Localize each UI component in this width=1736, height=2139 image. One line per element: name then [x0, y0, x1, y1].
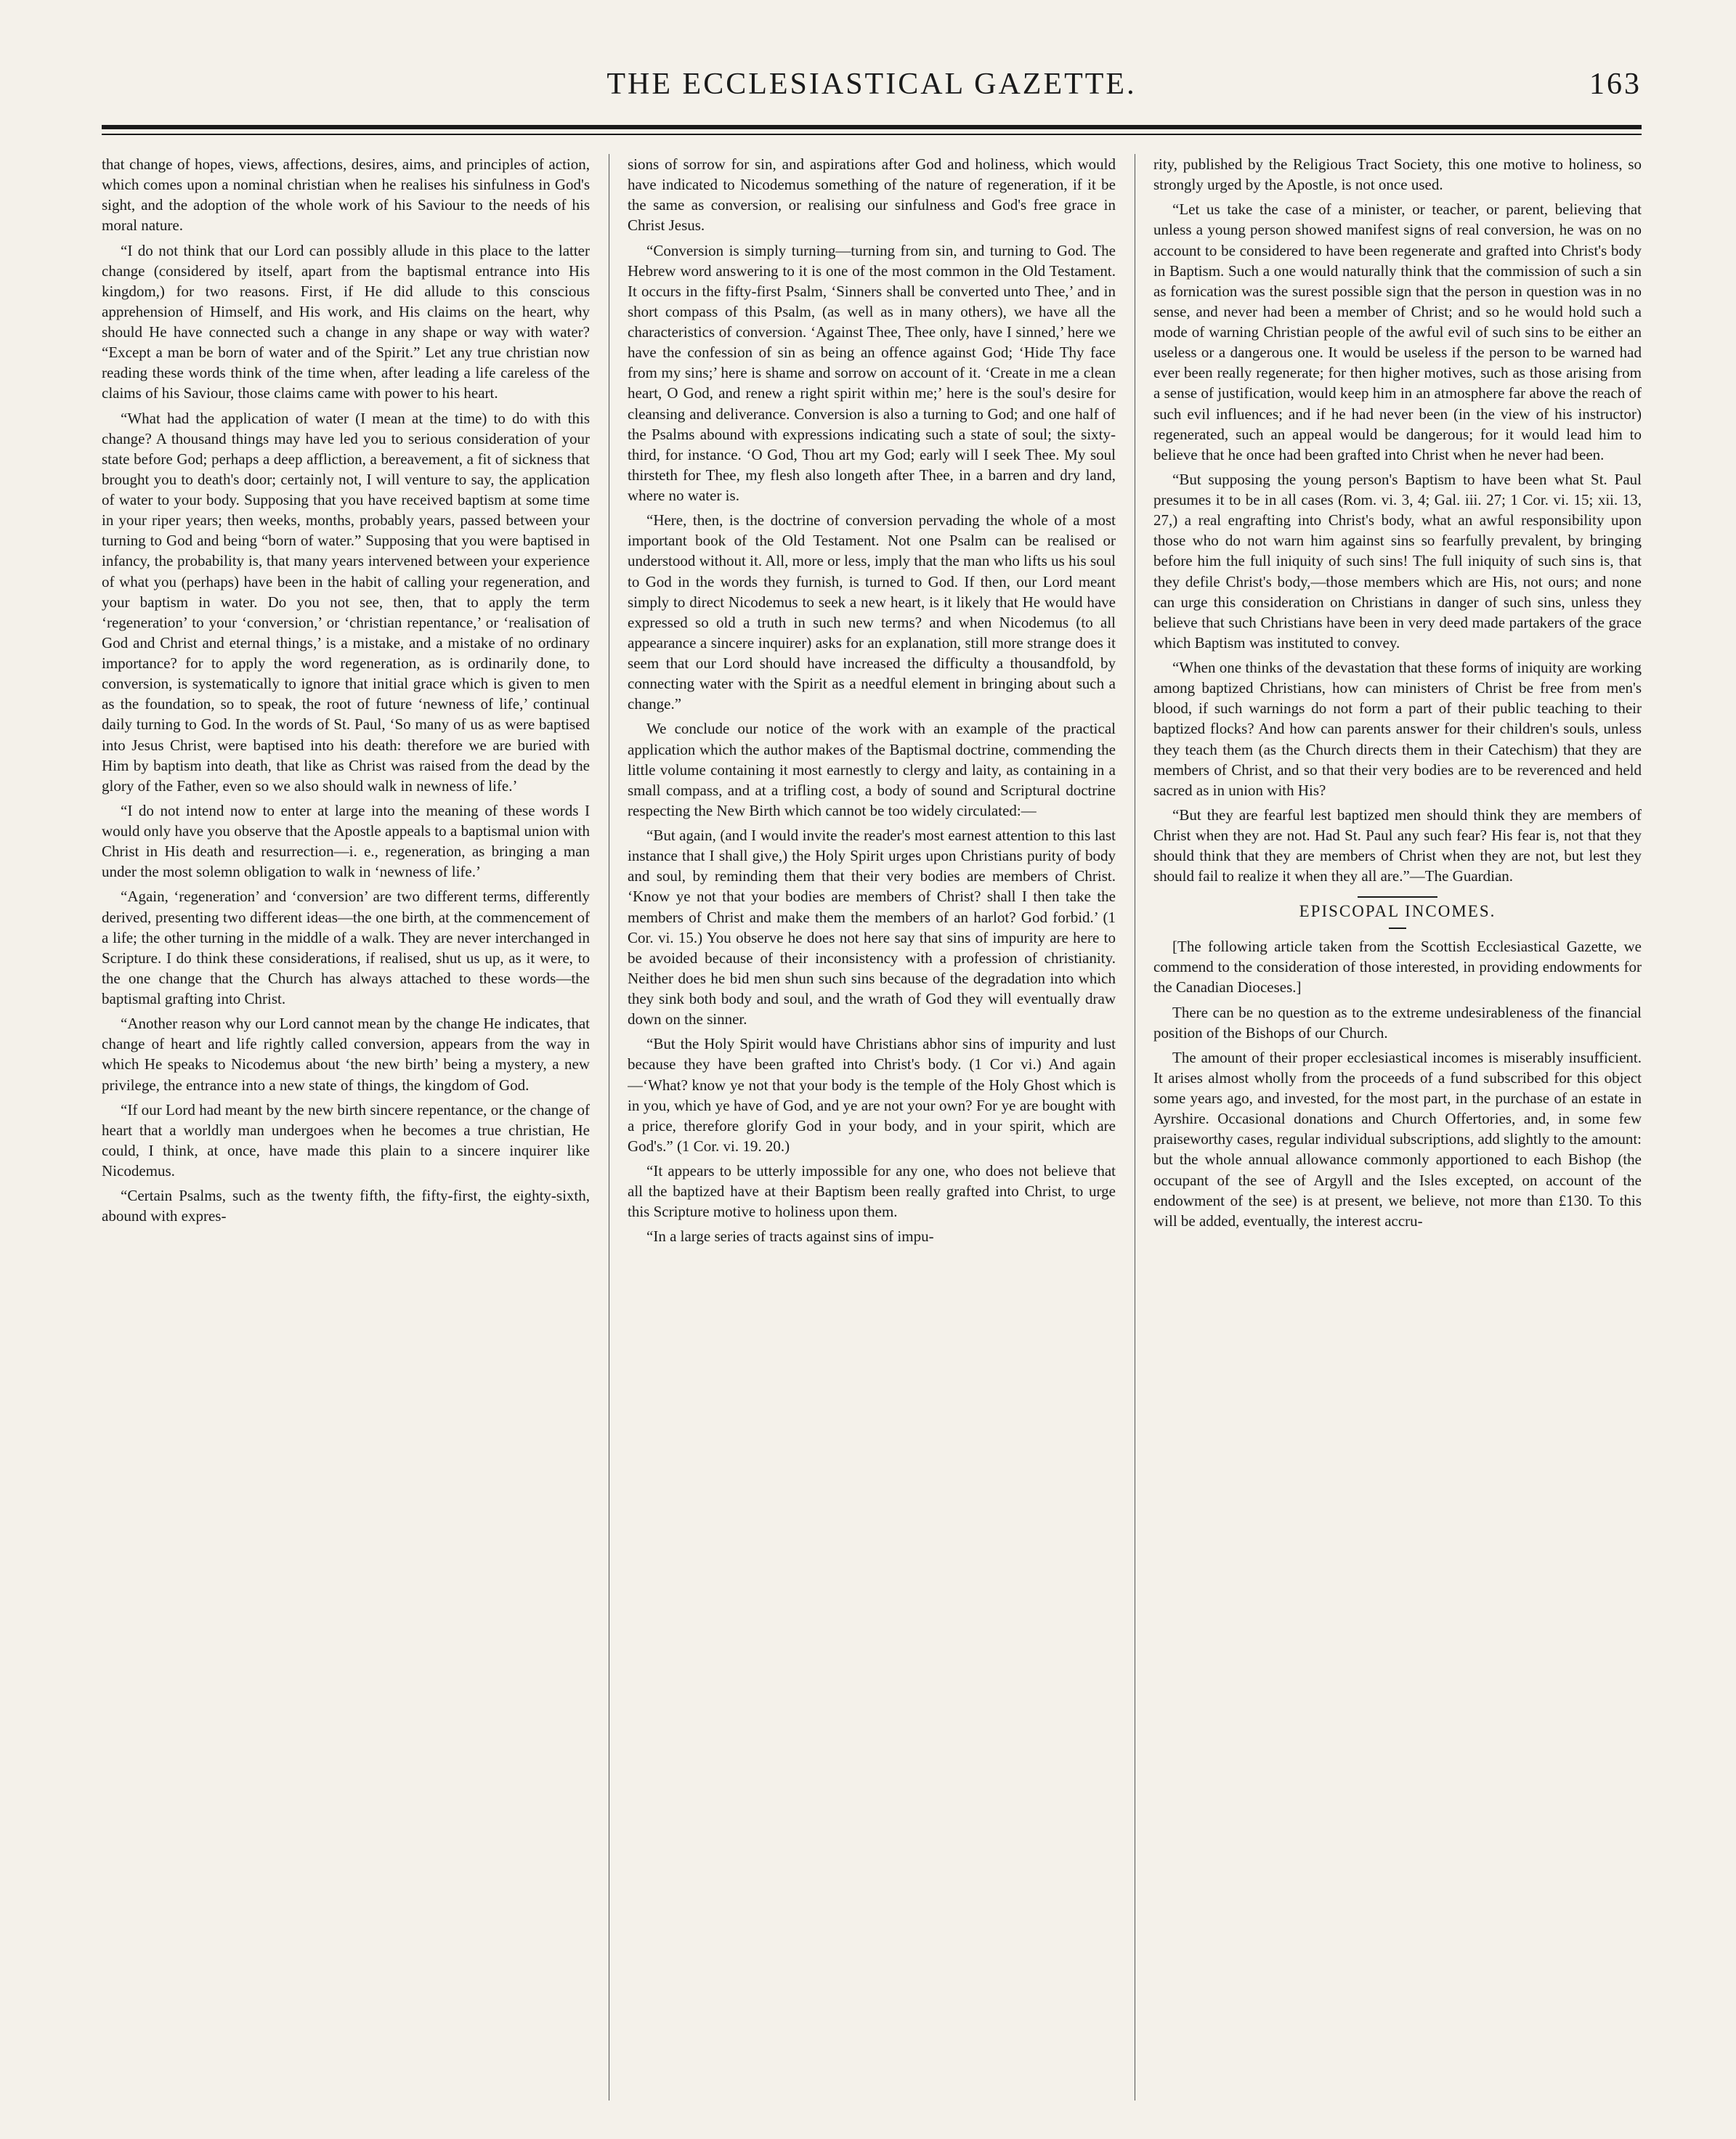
paragraph: There can be no question as to the extreme undesirableness of the financial position of the Bishops of our Church. — [1153, 1003, 1642, 1042]
page-number: 163 — [1589, 68, 1642, 101]
paragraph: “But again, (and I would invite the reader's most earnest attention to this last instance that I shall give,) the Holy Spirit urges upon Christians purity of body and soul, by reminding them that their very bodies are members of Christ. ‘Know ye not that your bodies are members of Christ? shall I then take the members of Christ and make them the members of an harlot? God forbid.’ (1 Cor. vi. 15.) You observe he does not here say that sins of impurity are here to be avoided because of their inconsistency with a profession of christianity. Neither does he bid men shun such sins because of the degradation into which they sink both body and soul, and the wrath of God they will eventually draw down on the sinner. — [628, 827, 1116, 1028]
paragraph: “I do not intend now to enter at large into the meaning of these words I would only have you observe that the Apostle appeals to a baptismal union with Christ in His death and resurrection—i. e., regeneration, as bringing a man under the most solemn obligation to walk in ‘newness of life.’ — [102, 801, 590, 881]
section-title: EPISCOPAL INCOMES. — [1299, 902, 1496, 921]
section-rule — [1358, 896, 1437, 898]
header-rule-thin — [102, 134, 1642, 135]
column-1 — [102, 154, 590, 2101]
paragraph: “If our Lord had meant by the new birth sincere repentance, or the change of heart that a worldly man undergoes when he becomes a true christian, He could, I think, at once, have made this plain to a sincere inquirer like Nicodemus. — [102, 1100, 590, 1180]
section-dash — [1389, 928, 1406, 929]
paragraph: that change of hopes, views, affections, desires, aims, and principles of action, which comes upon a nominal christian when he realises his sinfulness in God's sight, and the adoption of the whole work of his Saviour to the needs of his moral nature. — [102, 155, 590, 235]
newspaper-page — [102, 67, 1642, 2101]
header-rule-thick — [102, 125, 1642, 129]
paragraph: “But they are fearful lest baptized men should think they are members of Christ when they are not. Had St. Paul any such fear? His fear is, not that they should think that they are members of Christ when they are not, but lest they should fail to realize it when they all are.”—The Guardian. — [1153, 805, 1642, 885]
paragraph: “Let us take the case of a minister, or teacher, or parent, believing that unless a young person showed manifest signs of real conversion, he was on no account to be considered to have been regenerate and grafted into Christ's body in Baptism. Such a one would naturally think that the commission of such a sin as fornication was the surest possible sign that the person in question was in no sense, and never had been a member of Christ; and so he would hold such a mode of warning Christian people of the awful evil of such sins to be either an useless or a dangerous one. It would be useless if the person to be warned had ever been really regenerate; for then higher motives, such as those arising from a sense of justification, would keep him in an atmosphere far above the reach of such evil influences; and if he had never been (in the view of his instructor) regenerated, such an appeal would be dangerous; for it would lead him to believe that he once had been grafted into Christ when he never had been. — [1153, 200, 1642, 463]
paragraph: “But the Holy Spirit would have Christians abhor sins of impurity and lust because they have been grafted into Christ's body. (1 Cor vi.) And again—‘What? know ye not that your body is the temple of the Holy Ghost which is in you, which ye have of God, and ye are not your own? For ye are bought with a price, therefore glorify God in your body, and in your spirit, which are God's.” (1 Cor. vi. 19. 20.) — [628, 1035, 1116, 1155]
column-2 — [628, 154, 1116, 2101]
paragraph: “Certain Psalms, such as the twenty fifth, the fifty-first, the eighty-sixth, abound with expres- — [102, 1187, 590, 1225]
paragraph: “I do not think that our Lord can possibly allude in this place to the latter change (considered by itself, apart from the baptismal entrance into His kingdom,) for two reasons. First, if He did allude to this conscious apprehension of Himself, and His work, and His claims on the heart, why should He have connected such a change in any shape or way with water? “Except a man be born of water and of the Spirit.” Let any true christian now reading these words think of the time when, after leading a life careless of the claims of his Saviour, those claims came with power to his heart. — [102, 241, 590, 402]
paragraph: “Again, ‘regeneration’ and ‘conversion’ are two different terms, differently derived, presenting two different ideas—the one birth, at the commencement of a life; the other turning in the middle of a walk. They are never interchanged in Scripture. I do think these considerations, if realised, shut us up, as it were, to the one change that the Church has always attached to these words—the baptismal grafting into Christ. — [102, 888, 590, 1007]
paragraph: [The following article taken from the Scottish Ecclesiastical Gazette, we commend to the consideration of those interested, in providing endowments for the Canadian Dioceses.] — [1153, 938, 1642, 997]
running-head — [102, 67, 1642, 110]
paragraph: The amount of their proper ecclesiastical incomes is miserably insufficient. It arises almost wholly from the proceeds of a fund subscribed for this object some years ago, and invested, for the most part, in the purchase of an estate in Ayrshire. Occasional donations and Church Offertories, and, in some few praiseworthy cases, regular individual subscriptions, add slightly to the amount: but the whole annual allowance commonly apportioned to each Bishop (the occupant of the see of Argyll and the Isles excepted, on account of the endowment of the see) is at present, we believe, not more than £130. To this will be added, eventually, the interest accru- — [1153, 1048, 1642, 1230]
column-3 — [1153, 154, 1642, 2101]
paragraph: “But supposing the young person's Baptism to have been what St. Paul presumes it to be in all cases (Rom. vi. 3, 4; Gal. iii. 27; 1 Cor. vi. 15; xii. 13, 27,) a real engrafting into Christ's body, what an awful responsibility upon those who do not warn him against sins so fearfully prevalent, by bringing before him the full iniquity of such sins! The full iniquity of such sins is, that they defile Christ's body,—those members which are His, not ours; and none can urge this consideration on Christians in danger of such sins, unless they believe that such Christians have been in very deed made partakers of the grace which Baptism was instituted to convey. — [1153, 470, 1642, 652]
paragraph: “It appears to be utterly impossible for any one, who does not believe that all the baptized have at their Baptism been really grafted into Christ, to urge this Scripture motive to holiness upon them. — [628, 1162, 1116, 1221]
paragraph: “In a large series of tracts against sins of impu- — [646, 1227, 934, 1246]
paragraph: “Conversion is simply turning—turning from sin, and turning to God. The Hebrew word answering to it is one of the most common in the Old Testament. It occurs in the fifty-first Psalm, ‘Sinners shall be converted unto Thee,’ and in short compass of this Psalm, (as well as in many others), we have all the characteristics of conversion. ‘Against Thee, Thee only, have I sinned,’ here we have the confession of sin as being an offence against God; ‘Hide Thy face from my sins;’ here is shame and sorrow on account of it. ‘Create in me a clean heart, O God, and renew a right spirit within me;’ here is the soul's desire for cleansing and deliverance. Conversion is also a turning to God; and one half of the Psalms abound with expressions indicating such a state of soul; the sixty-third, for instance. ‘O God, Thou art my God; early will I seek Thee. My soul thirsteth for Thee, my flesh also longeth after Thee, in a barren and dry land, where no water is. — [628, 241, 1116, 504]
publication-title: THE ECCLESIASTICAL GAZETTE. — [607, 68, 1137, 101]
paragraph: rity, published by the Religious Tract Society, this one motive to holiness, so strongly urged by the Apostle, is not once used. — [1153, 155, 1642, 194]
paragraph: “Another reason why our Lord cannot mean by the change He indicates, that change of heart and life rightly called conversion, appears from the way in which He speaks to Nicodemus about ‘the new birth’ being a mystery, a new privilege, the entrance into a new state of things, the kingdom of God. — [102, 1015, 590, 1094]
paragraph: We conclude our notice of the work with an example of the practical application which the author makes of the Baptismal doctrine, commending the little volume containing it most earnestly to clergy and laity, as containing in a small compass, and at a trifling cost, a body of sound and Scriptural doctrine respecting the New Birth which cannot be too widely circulated:— — [628, 720, 1116, 819]
paragraph: “Here, then, is the doctrine of conversion pervading the whole of a most important book of the Old Testament. Not one Psalm can be realised or understood without it. All, more or less, imply that the man who lifts us his soul to God in the words they furnish, is turned to God. If then, our Lord meant simply to direct Nicodemus to seek a new heart, is it likely that He would have expressed so old a truth in such new terms? and when Nicodemus (to all appearance a sincere inquirer) asks for an explanation, still more strange does it seem that our Lord should have increased the difficulty a thousandfold, by connecting water with the Spirit as a needful element in bringing about such a change.” — [628, 511, 1116, 713]
paragraph: “When one thinks of the devastation that these forms of iniquity are working among baptized Christians, how can ministers of Christ be free from men's blood, if such warnings do not form a part of their public teaching to their baptized flocks? And how can parents answer for their children's souls, unless they teach them (as the Church directs them in their Catechism) that they are members of Christ, and so that their very bodies are to be reverenced and held sacred as in union with His? — [1153, 659, 1642, 799]
paragraph: “What had the application of water (I mean at the time) to do with this change? A thousand things may have led you to serious consideration of your state before God; perhaps a deep affliction, a bereavement, a fit of sickness that brought you to death's door; certainly not, I will venture to say, the application of water to your body. Supposing that you have received baptism at some time in your riper years; then weeks, months, probably years, passed between your turning to God and being “born of water.” Supposing that you were baptised in infancy, the probability is, that many years intervened between your experience of what you (perhaps) have been in the habit of calling your regeneration, and your baptism in water. Do you not see, then, that to apply the term ‘regeneration’ to your ‘conversion,’ or ‘christian repentance,’ or ‘realisation of God and Christ and eternal things,’ is a mistake, and a mistake of no ordinary importance? for to apply the word regeneration, as is ordinarily done, to conversion, is systematically to ignore that initial grace which is given to men as the foundation, so to speak, the root of future ‘newness of life,’ continual daily turning to God. In the words of St. Paul, ‘So many of us as were baptised into Jesus Christ, were baptised into his death: therefore we are buried with Him by baptism into death, that like as Christ was raised from the dead by the glory of the Father, even so we also should walk in newness of life.’ — [102, 409, 590, 795]
paragraph: sions of sorrow for sin, and aspirations after God and holiness, which would have indicated to Nicodemus something of the nature of regeneration, if it be the same as conversion, or realising our sinfulness and God's free grace in Christ Jesus. — [628, 155, 1116, 235]
